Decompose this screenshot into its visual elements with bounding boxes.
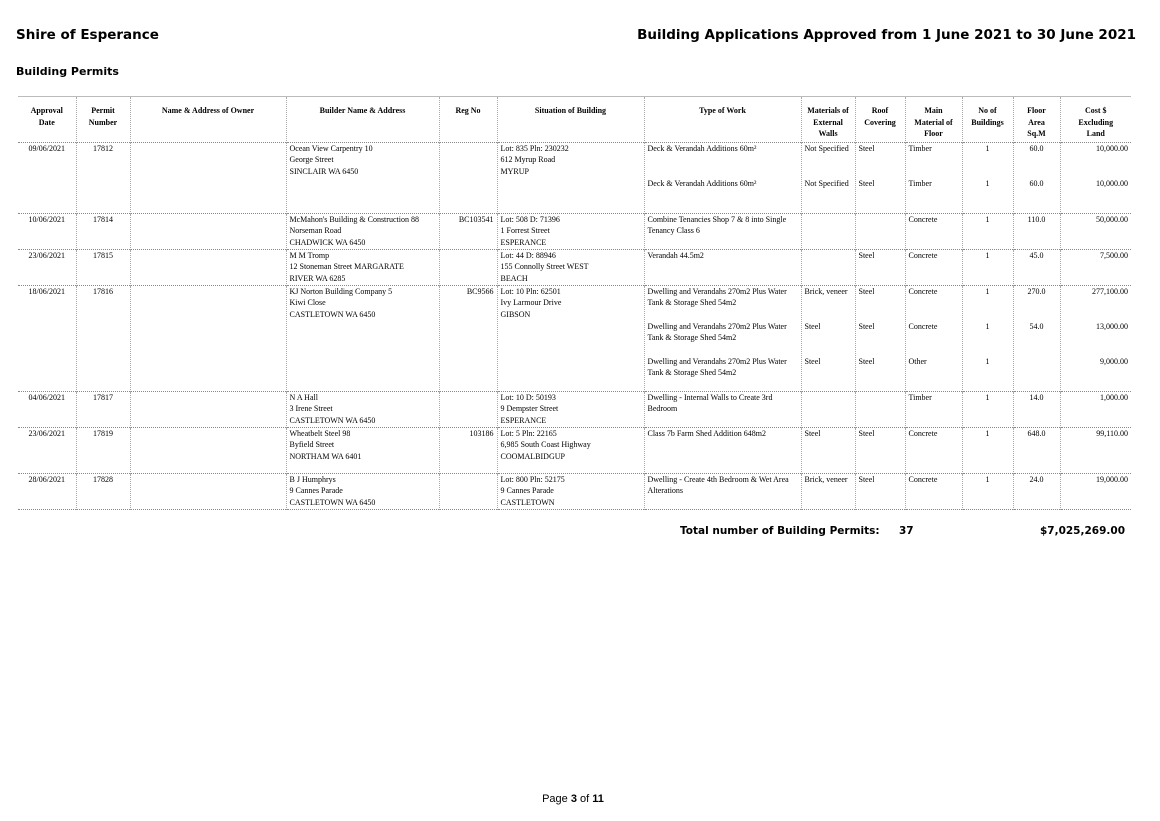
no-buildings-cell (962, 285, 1013, 391)
cost: 9,000.00 (1100, 356, 1128, 366)
builder-line: Ocean View Carpentry 10 (289, 143, 373, 153)
cost-cell (1060, 427, 1131, 473)
roof-covering: Steel (858, 428, 875, 438)
floor-material: Concrete (908, 321, 938, 331)
floor-area: 14.0 (1029, 392, 1044, 402)
permit-number-cell (76, 249, 130, 285)
no-buildings-cell (962, 391, 1013, 427)
approval-date: 28/06/2021 (28, 474, 65, 484)
table-row (18, 391, 1131, 427)
no-buildings: 1 (985, 178, 990, 188)
work-type: Deck & Verandah Additions 60m² (647, 178, 757, 188)
floor-material-cell (905, 391, 962, 427)
floor-area-cell (1013, 285, 1060, 391)
header-roof-covering (855, 97, 905, 143)
external-walls: Steel (804, 321, 821, 331)
situation-line: GIBSON (500, 309, 531, 319)
situation-cell (497, 213, 644, 249)
external-walls: Steel (804, 428, 821, 438)
header-no-buildings (962, 97, 1013, 143)
situation-line: MYRUP (500, 166, 529, 176)
work-type: Class 7b Farm Shed Addition 648m2 (647, 428, 766, 438)
floor-material: Concrete (908, 250, 938, 260)
header-cost (1060, 97, 1131, 143)
cost-cell (1060, 213, 1131, 249)
builder-cell (286, 391, 439, 427)
floor-area-cell (1013, 427, 1060, 473)
table-row (18, 213, 1131, 249)
total-permits-count: 37 (899, 525, 914, 537)
situation-line: COOMALBIDGUP (500, 451, 565, 461)
no-buildings: 1 (985, 321, 990, 331)
floor-area-cell (1013, 391, 1060, 427)
floor-material: Timber (908, 392, 932, 402)
reg-no-cell (439, 391, 497, 427)
header-approval-date (18, 97, 76, 143)
floor-area: 648.0 (1027, 428, 1046, 438)
situation-line: Lot: 835 Pln: 230232 (500, 143, 569, 153)
cost: 7,500.00 (1100, 250, 1128, 260)
table-row (18, 427, 1131, 473)
situation-line: 155 Connolly Street WEST (500, 262, 589, 272)
floor-material-cell (905, 473, 962, 509)
reg-no-cell (439, 427, 497, 473)
no-buildings-cell (962, 427, 1013, 473)
external-walls-cell (801, 391, 855, 427)
table-row (18, 285, 1131, 391)
builder-line: Kiwi Close (289, 298, 326, 308)
permits-table (18, 96, 1131, 510)
situation-line: Lot: 44 D: 88946 (500, 250, 556, 260)
page-of: of (576, 793, 593, 805)
approval-date: 23/06/2021 (28, 428, 65, 438)
cost-cell (1060, 249, 1131, 285)
table-row (18, 249, 1131, 285)
builder-cell (286, 427, 439, 473)
header-floor-area (1013, 97, 1060, 143)
header-line: Reg No (455, 106, 481, 115)
roof-covering: Steel (858, 321, 875, 331)
builder-line: RIVER WA 6285 (289, 273, 346, 283)
floor-material: Concrete (908, 214, 938, 224)
situation-line: Ivy Larmour Drive (500, 298, 562, 308)
floor-area-cell (1013, 142, 1060, 213)
work-type-cell (644, 213, 801, 249)
situation-line: 9 Dempster Street (500, 404, 559, 414)
header-line: Roof (871, 106, 889, 115)
builder-cell (286, 285, 439, 391)
header-line: Builder Name & Address (319, 106, 406, 115)
work-type: Dwelling and Verandahs 270m2 Plus Water Tank & Storage Shed 54m2 (647, 356, 787, 378)
header-line: Type of Work (699, 106, 746, 115)
permit-number: 17815 (93, 250, 113, 260)
header-line: Number (88, 117, 118, 127)
cost-cell (1060, 473, 1131, 509)
situation-line: Lot: 5 Pln: 22165 (500, 428, 557, 438)
header-line: External (813, 117, 843, 127)
page-total: 11 (592, 793, 604, 805)
external-walls: Not Specified (804, 143, 849, 153)
report-title: Building Applications Approved from 1 June 2021 to 30 June 2021 (637, 27, 1136, 43)
header-reg-no (439, 97, 497, 143)
header-line: Date (38, 117, 55, 127)
page-prefix: Page (542, 793, 571, 805)
cost: 1,000.00 (1100, 392, 1128, 402)
owner-cell (130, 285, 286, 391)
no-buildings: 1 (985, 474, 990, 484)
work-type-cell (644, 249, 801, 285)
situation-line: 6,985 South Coast Highway (500, 440, 591, 450)
header-owner (130, 97, 286, 143)
cost-cell (1060, 142, 1131, 213)
external-walls-cell (801, 285, 855, 391)
permit-number: 17817 (93, 392, 113, 402)
floor-material: Concrete (908, 474, 938, 484)
permit-number: 17812 (93, 143, 113, 153)
total-cost: $7,025,269.00 (1039, 525, 1125, 537)
builder-line: McMahon's Building & Construction 88 (289, 214, 419, 224)
roof-covering-cell (855, 391, 905, 427)
no-buildings: 1 (985, 250, 990, 260)
external-walls-cell (801, 427, 855, 473)
work-type: Dwelling - Create 4th Bedroom & Wet Area Alterations (647, 474, 789, 496)
floor-area-cell (1013, 249, 1060, 285)
roof-covering: Steel (858, 356, 875, 366)
header-line: Floor (924, 129, 943, 139)
floor-material-cell (905, 213, 962, 249)
situation-line: Lot: 508 D: 71396 (500, 214, 560, 224)
builder-line: 12 Stoneman Street MARGARATE (289, 262, 404, 272)
no-buildings-cell (962, 473, 1013, 509)
header-builder (286, 97, 439, 143)
no-buildings: 1 (985, 143, 990, 153)
header-line: Excluding (1078, 117, 1114, 127)
situation-line: 1 Forrest Street (500, 226, 550, 236)
reg-no-cell (439, 285, 497, 391)
table-row (18, 473, 1131, 509)
header-line: No of (978, 106, 997, 115)
header-line: Materials of (807, 106, 849, 115)
section-title: Building Permits (16, 65, 119, 78)
builder-line: CASTLETOWN WA 6450 (289, 309, 376, 319)
header-permit-number (76, 97, 130, 143)
external-walls: Not Specified (804, 178, 849, 188)
floor-area (1017, 356, 1057, 391)
header-line: Floor (1027, 106, 1046, 115)
reg-no: BC9566 (466, 286, 494, 296)
builder-line: CHADWICK WA 6450 (289, 237, 366, 247)
reg-no: 103186 (469, 428, 494, 438)
situation-line: Lot: 800 Pln: 52175 (500, 474, 565, 484)
permit-number-cell (76, 427, 130, 473)
builder-line: Norseman Road (289, 226, 342, 236)
approval-date: 09/06/2021 (28, 143, 65, 153)
external-walls-cell (801, 213, 855, 249)
cost: 19,000.00 (1096, 474, 1128, 484)
header-line: Cost $ (1084, 106, 1107, 115)
approval-date-cell (18, 213, 76, 249)
approval-date-cell (18, 473, 76, 509)
reg-no-cell (439, 213, 497, 249)
situation-cell (497, 427, 644, 473)
floor-material-cell (905, 142, 962, 213)
approval-date-cell (18, 391, 76, 427)
external-walls-cell (801, 473, 855, 509)
floor-material-cell (905, 249, 962, 285)
owner-cell (130, 391, 286, 427)
header-line: Walls (818, 129, 838, 139)
roof-covering-cell (855, 285, 905, 391)
owner-cell (130, 142, 286, 213)
header-line: Buildings (971, 117, 1004, 127)
header-line: Situation of Building (534, 106, 607, 115)
builder-line: CASTLETOWN WA 6450 (289, 497, 376, 507)
work-type-cell (644, 142, 801, 213)
floor-material: Concrete (908, 428, 938, 438)
work-type-cell (644, 391, 801, 427)
situation-cell (497, 249, 644, 285)
builder-line: Wheatbelt Steel 98 (289, 428, 351, 438)
work-type: Verandah 44.5m2 (647, 250, 704, 260)
floor-area: 45.0 (1029, 250, 1044, 260)
no-buildings: 1 (985, 286, 990, 296)
permit-number: 17814 (93, 214, 113, 224)
header-line: Land (1086, 129, 1105, 139)
roof-covering-cell (855, 473, 905, 509)
work-type: Dwelling and Verandahs 270m2 Plus Water Tank & Storage Shed 54m2 (647, 321, 787, 343)
permit-number: 17828 (93, 474, 113, 484)
work-type: Deck & Verandah Additions 60m² (647, 143, 757, 153)
cost-cell (1060, 285, 1131, 391)
permit-number-cell (76, 391, 130, 427)
floor-area-cell (1013, 473, 1060, 509)
owner-cell (130, 249, 286, 285)
builder-line: 3 Irene Street (289, 404, 333, 414)
header-line: Main (924, 106, 943, 115)
floor-area: 54.0 (1029, 321, 1044, 331)
external-walls: Brick, veneer (804, 474, 848, 484)
builder-line: B J Humphrys (289, 474, 336, 484)
permit-number-cell (76, 142, 130, 213)
approval-date: 04/06/2021 (28, 392, 65, 402)
header-line: Name & Address of Owner (161, 106, 255, 115)
header-work-type (644, 97, 801, 143)
approval-date: 18/06/2021 (28, 286, 65, 296)
cost: 99,110.00 (1096, 428, 1128, 438)
roof-covering-cell (855, 427, 905, 473)
header-situation (497, 97, 644, 143)
work-type-cell (644, 285, 801, 391)
floor-area: 24.0 (1029, 474, 1044, 484)
cost: 277,100.00 (1092, 286, 1128, 296)
table-header-row (18, 97, 1131, 143)
builder-line: KJ Norton Building Company 5 (289, 286, 393, 296)
situation-cell (497, 473, 644, 509)
reg-no-cell (439, 142, 497, 213)
situation-cell (497, 285, 644, 391)
situation-line: CASTLETOWN (500, 497, 555, 507)
owner-cell (130, 213, 286, 249)
floor-area: 270.0 (1027, 286, 1046, 296)
header-line: Approval (30, 106, 63, 115)
floor-area-cell (1013, 213, 1060, 249)
builder-line: NORTHAM WA 6401 (289, 451, 362, 461)
no-buildings-cell (962, 142, 1013, 213)
floor-material: Timber (908, 143, 932, 153)
builder-line: N A Hall (289, 392, 318, 402)
situation-line: 612 Myrup Road (500, 155, 556, 165)
situation-line: BEACH (500, 273, 528, 283)
page-number: 3 (570, 793, 577, 805)
total-permits-label: Total number of Building Permits: (680, 525, 880, 537)
situation-line: Lot: 10 D: 50193 (500, 392, 556, 402)
reg-no-cell (439, 473, 497, 509)
roof-covering: Steel (858, 178, 875, 188)
cost: 10,000.00 (1096, 178, 1128, 188)
floor-area: 60.0 (1029, 178, 1044, 188)
no-buildings: 1 (985, 392, 990, 402)
work-type: Dwelling - Internal Walls to Create 3rd Bedroom (647, 392, 773, 414)
header-line: Material of (914, 117, 953, 127)
external-walls-cell (801, 142, 855, 213)
page-footer (0, 793, 1146, 805)
situation-line: Lot: 10 Pln: 62501 (500, 286, 561, 296)
reg-no-cell (439, 249, 497, 285)
external-walls: Brick, veneer (804, 286, 848, 296)
work-type-cell (644, 427, 801, 473)
external-walls: Steel (804, 356, 821, 366)
approval-date-cell (18, 249, 76, 285)
floor-material: Other (908, 356, 927, 366)
header-external-walls (801, 97, 855, 143)
roof-covering: Steel (858, 474, 875, 484)
builder-line: George Street (289, 155, 334, 165)
situation-cell (497, 391, 644, 427)
cost: 10,000.00 (1096, 143, 1128, 153)
no-buildings-cell (962, 249, 1013, 285)
approval-date: 10/06/2021 (28, 214, 65, 224)
roof-covering-cell (855, 213, 905, 249)
header-line: Permit (91, 106, 115, 115)
cost-cell (1060, 391, 1131, 427)
situation-cell (497, 142, 644, 213)
external-walls-cell (801, 249, 855, 285)
cost: 50,000.00 (1096, 214, 1128, 224)
builder-line: 9 Cannes Parade (289, 486, 343, 496)
situation-line: ESPERANCE (500, 415, 547, 425)
no-buildings: 1 (985, 214, 990, 224)
cost: 13,000.00 (1096, 321, 1128, 331)
floor-material: Concrete (908, 286, 938, 296)
builder-cell (286, 142, 439, 213)
permit-number-cell (76, 285, 130, 391)
roof-covering: Steel (858, 250, 875, 260)
work-type: Dwelling and Verandahs 270m2 Plus Water Tank & Storage Shed 54m2 (647, 286, 787, 308)
reg-no: BC103541 (458, 214, 494, 224)
no-buildings: 1 (985, 356, 990, 366)
builder-line: Byfield Street (289, 440, 335, 450)
roof-covering: Steel (858, 286, 875, 296)
builder-cell (286, 213, 439, 249)
no-buildings-cell (962, 213, 1013, 249)
work-type-cell (644, 473, 801, 509)
approval-date-cell (18, 285, 76, 391)
builder-cell (286, 249, 439, 285)
floor-area: 60.0 (1029, 143, 1044, 153)
floor-material-cell (905, 285, 962, 391)
work-type: Combine Tenancies Shop 7 & 8 into Single Tenancy Class 6 (647, 214, 787, 236)
permit-number-cell (76, 213, 130, 249)
builder-cell (286, 473, 439, 509)
floor-material: Timber (908, 178, 932, 188)
header-floor-material (905, 97, 962, 143)
floor-area: 110.0 (1027, 214, 1046, 224)
header-line: Covering (864, 117, 896, 127)
approval-date-cell (18, 427, 76, 473)
owner-cell (130, 473, 286, 509)
situation-line: ESPERANCE (500, 237, 547, 247)
permit-number: 17819 (93, 428, 113, 438)
builder-line: SINCLAIR WA 6450 (289, 166, 359, 176)
roof-covering-cell (855, 142, 905, 213)
organisation-name: Shire of Esperance (16, 27, 159, 43)
builder-line: M M Tromp (289, 250, 330, 260)
approval-date-cell (18, 142, 76, 213)
roof-covering: Steel (858, 143, 875, 153)
owner-cell (130, 427, 286, 473)
situation-line: 9 Cannes Parade (500, 486, 554, 496)
floor-material-cell (905, 427, 962, 473)
header-line: Area (1028, 117, 1045, 127)
no-buildings: 1 (985, 428, 990, 438)
permit-number: 17816 (93, 286, 113, 296)
builder-line: CASTLETOWN WA 6450 (289, 415, 376, 425)
roof-covering-cell (855, 249, 905, 285)
header-line: Sq.M (1027, 129, 1046, 139)
permit-number-cell (76, 473, 130, 509)
table-row (18, 142, 1131, 213)
approval-date: 23/06/2021 (28, 250, 65, 260)
